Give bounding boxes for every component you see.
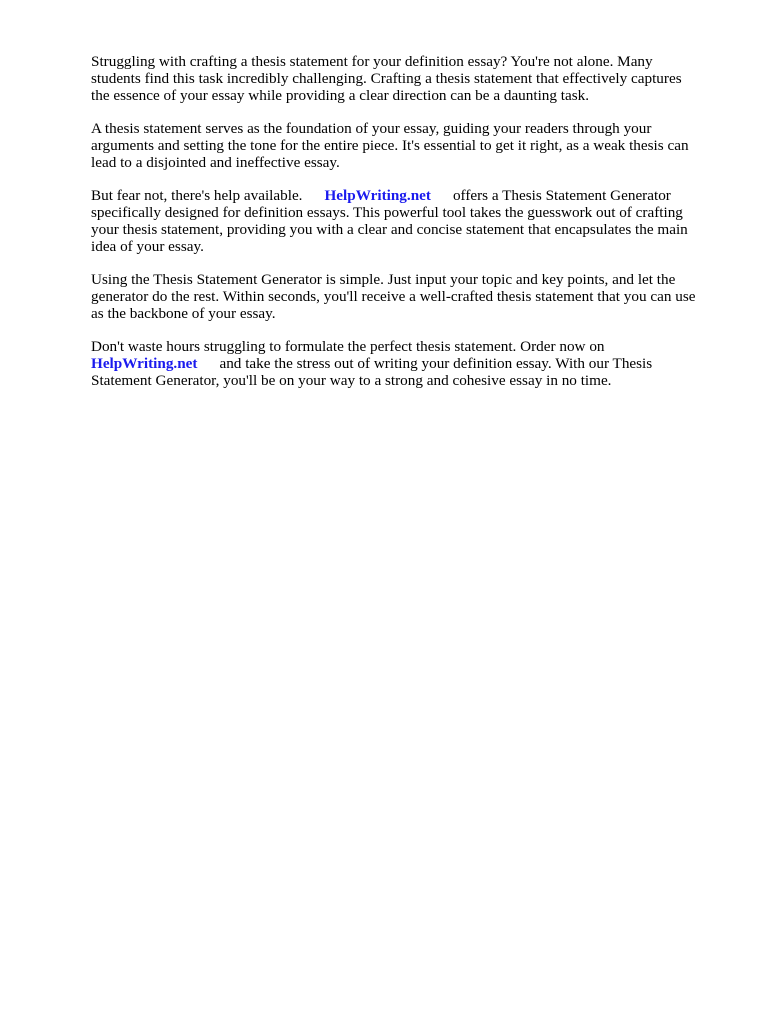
paragraph-text: But fear not, there's help available.: [91, 187, 303, 204]
paragraph-text: and take the stress out of writing your definition essay. With our Thesis: [219, 355, 653, 372]
paragraph-line: your thesis statement, providing you with a clear and concise statement that encapsulates the main: [91, 221, 688, 238]
paragraph-line: Don't waste hours struggling to formulate the perfect thesis statement. Order now on: [91, 338, 605, 355]
paragraph-line: as the backbone of your essay.: [91, 305, 276, 322]
paragraph-line: generator do the rest. Within seconds, you'll receive a well-crafted thesis statement that you can use: [91, 288, 696, 305]
paragraph-line: Statement Generator, you'll be on your way to a strong and cohesive essay in no time.: [91, 372, 612, 389]
paragraph-line: A thesis statement serves as the foundation of your essay, guiding your readers through your: [91, 120, 652, 137]
paragraph-line: idea of your essay.: [91, 238, 204, 255]
paragraph-line: students find this task incredibly challenging. Crafting a thesis statement that effectively captures: [91, 70, 682, 87]
paragraph-line: Using the Thesis Statement Generator is simple. Just input your topic and key points, and let the: [91, 271, 676, 288]
paragraph-help-available: [91, 187, 712, 255]
paragraph-line: [91, 187, 712, 204]
paragraph-line: Struggling with crafting a thesis statement for your definition essay? You're not alone. Many: [91, 53, 653, 70]
paragraph-intro: [91, 53, 712, 104]
paragraph-foundation: [91, 120, 712, 171]
paragraph-line: the essence of your essay while providing a clear direction can be a daunting task.: [91, 87, 590, 104]
paragraph-line: arguments and setting the tone for the entire piece. It's essential to get it right, as a weak thesis can: [91, 137, 689, 154]
paragraph-call-to-action: [91, 338, 712, 389]
paragraph-line: [91, 355, 712, 372]
paragraph-text: offers a Thesis Statement Generator: [452, 187, 671, 204]
paragraph-line: lead to a disjointed and ineffective essay.: [91, 154, 340, 171]
helpwriting-link[interactable]: HelpWriting.net: [91, 355, 198, 372]
paragraph-usage: [91, 271, 712, 322]
helpwriting-link[interactable]: HelpWriting.net: [324, 187, 431, 204]
paragraph-line: specifically designed for definition essays. This powerful tool takes the guesswork out of crafting: [91, 204, 683, 221]
